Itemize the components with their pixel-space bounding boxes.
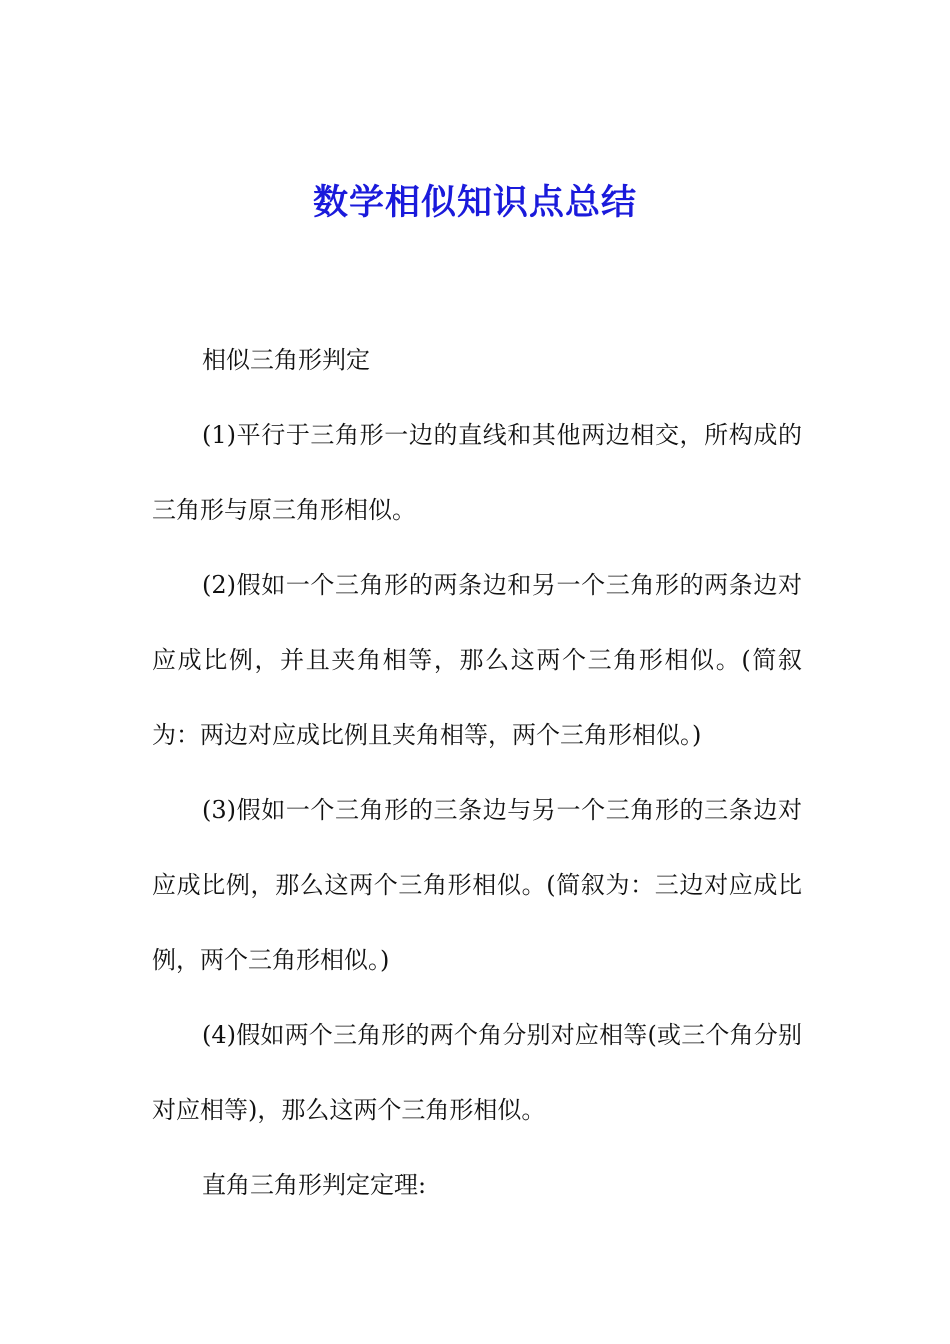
document-body: [152, 323, 802, 1223]
section-heading-right-triangle-theorem: 直角三角形判定定理:: [202, 1171, 427, 1199]
page-title: 数学相似知识点总结: [312, 182, 637, 223]
criterion-4-paragraph: (4)假如两个三角形的两个角分别对应相等(或三个角分别对应相等)，那么这两个三角形相似。: [152, 1021, 802, 1124]
criterion-3-paragraph: (3)假如一个三角形的三条边与另一个三角形的三条边对应成比例，那么这两个三角形相似。(简叙为：三边对应成比例，两个三角形相似。): [152, 796, 802, 974]
section-heading-similar-triangle-criteria: 相似三角形判定: [202, 346, 370, 374]
criterion-2-paragraph: (2)假如一个三角形的两条边和另一个三角形的两条边对应成比例，并且夹角相等，那么这两个三角形相似。(简叙为：两边对应成比例且夹角相等，两个三角形相似。): [152, 571, 802, 749]
criterion-1-paragraph: (1)平行于三角形一边的直线和其他两边相交，所构成的三角形与原三角形相似。: [152, 421, 802, 524]
